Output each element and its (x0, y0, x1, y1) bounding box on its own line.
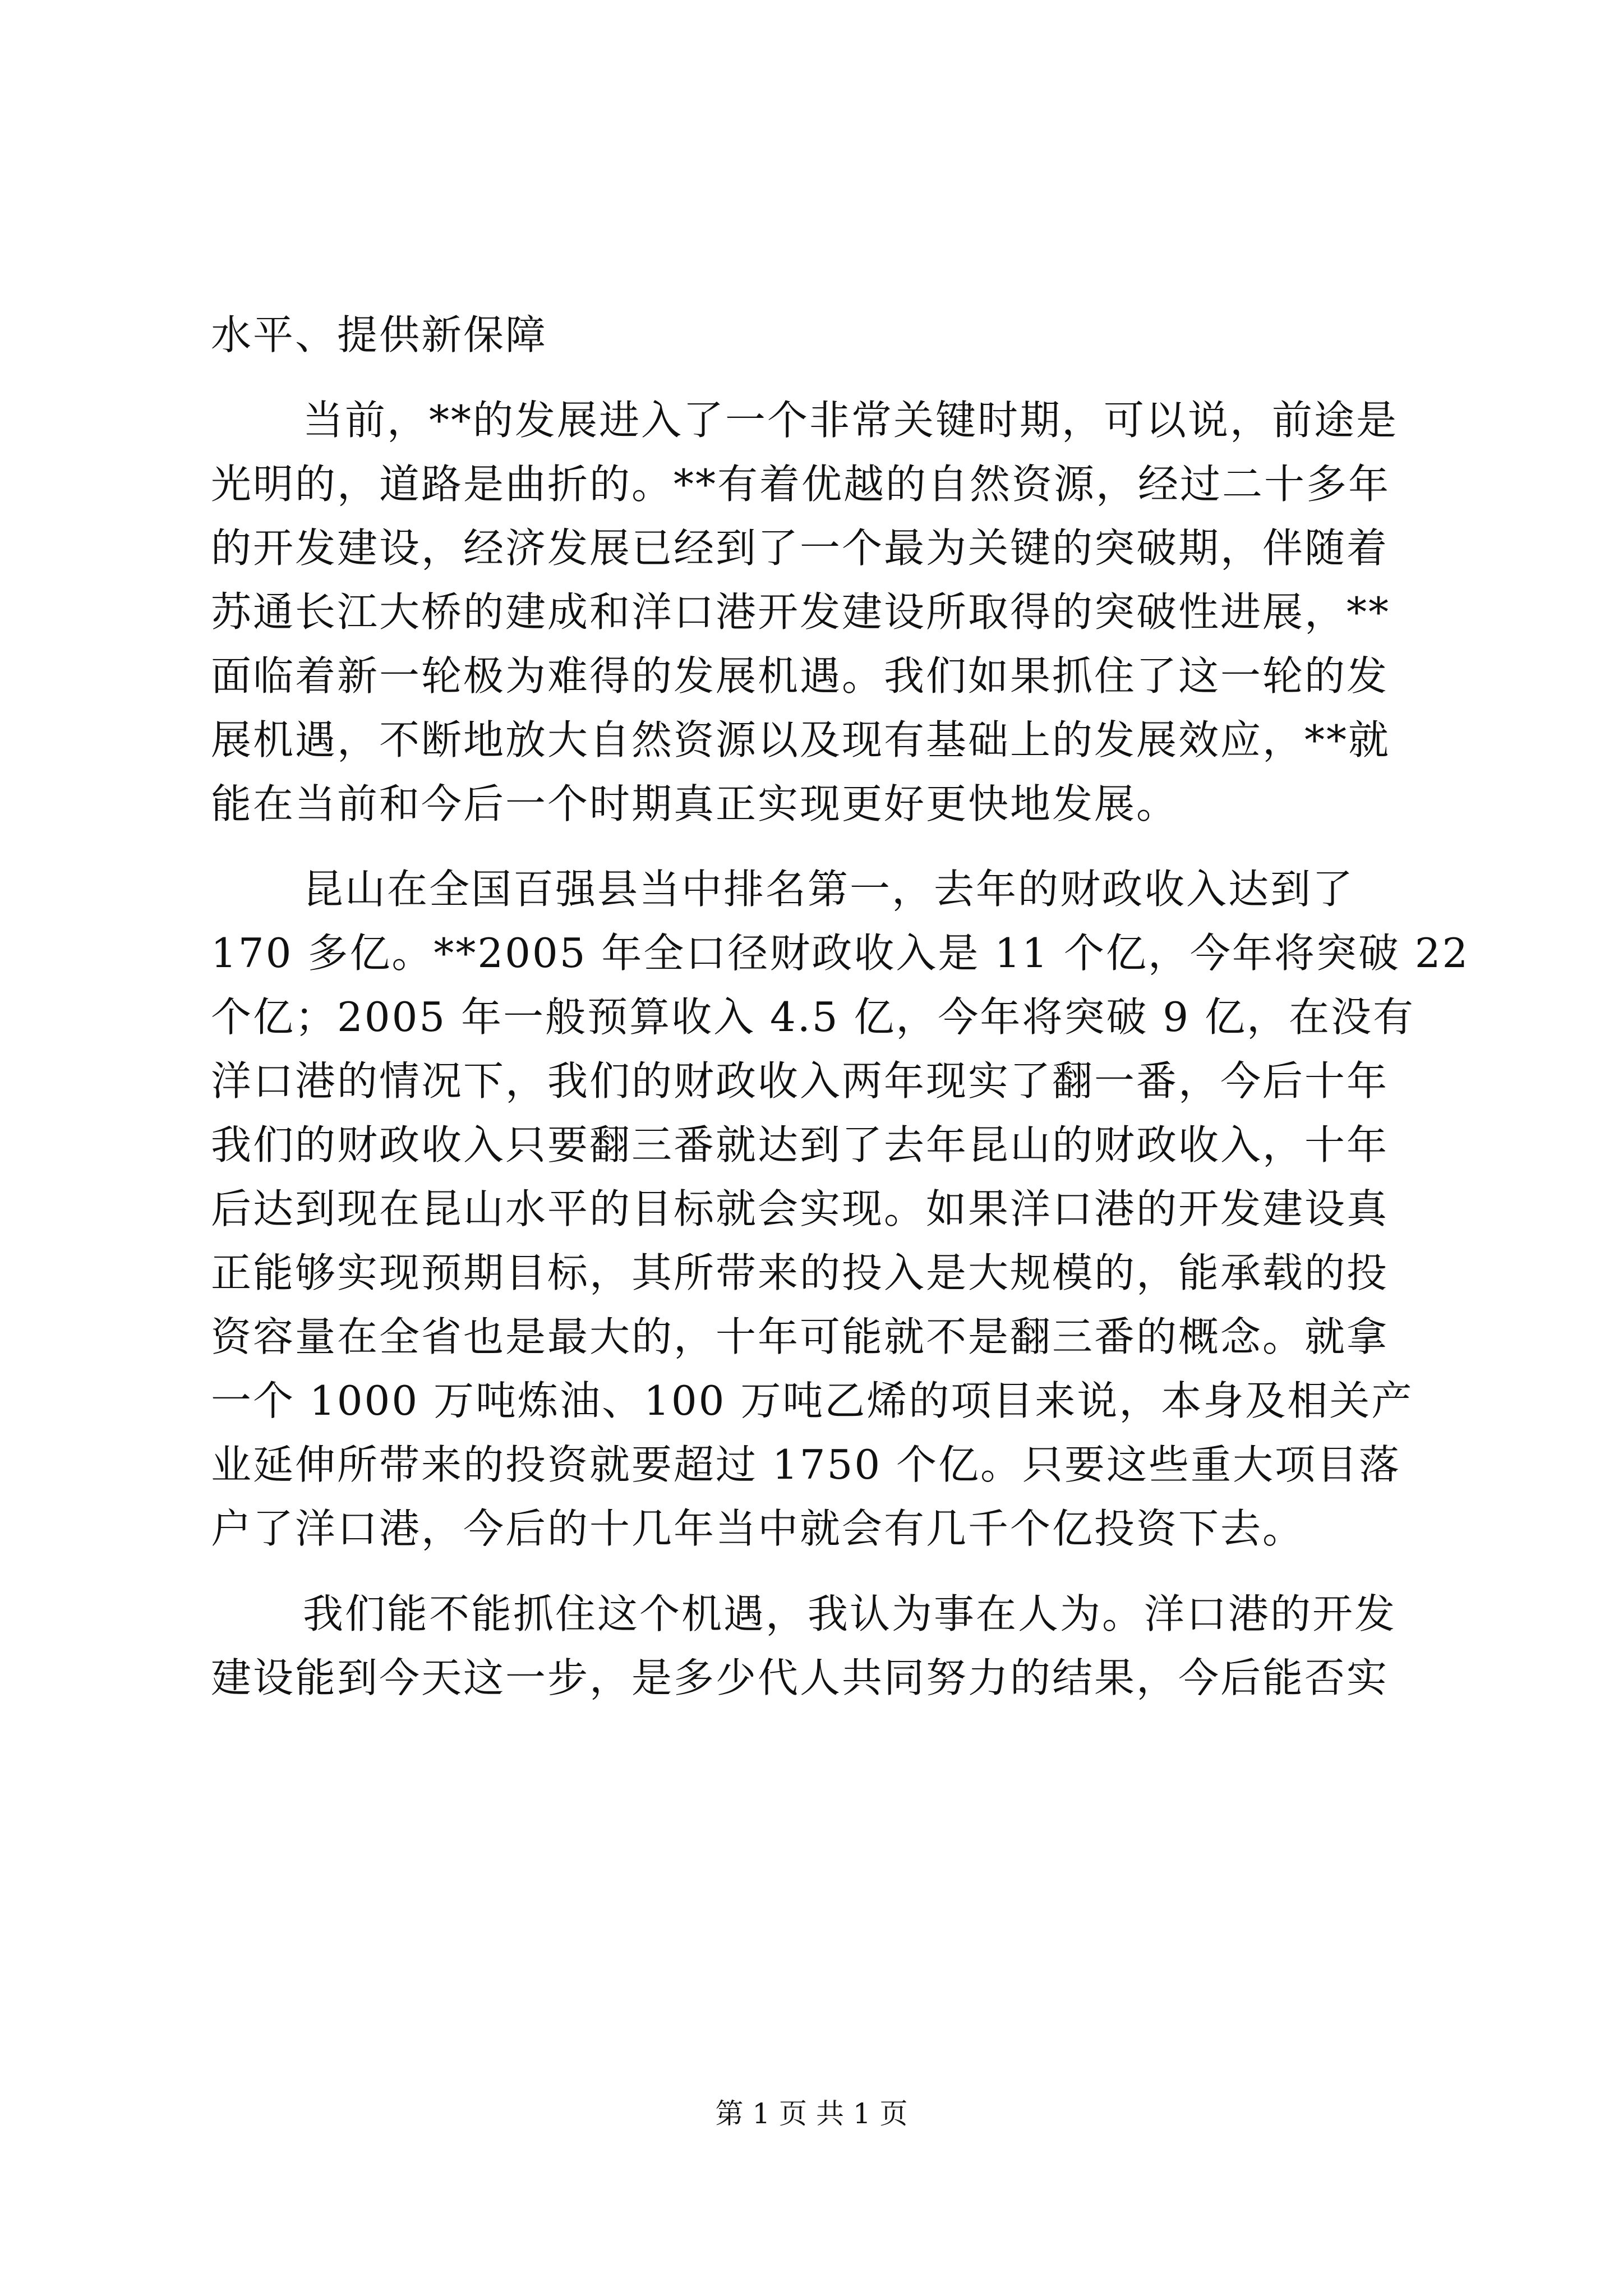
paragraph-3 (211, 1582, 1428, 1710)
paragraph-line: 展机遇，不断地放大自然资源以及现有基础上的发展效应，**就 (211, 716, 1391, 763)
paragraph-line: 我们能不能抓住这个机遇，我认为事在人为。洋口港的开发 (303, 1590, 1397, 1637)
paragraph-spacer (211, 1561, 1428, 1582)
paragraph-line: 资容量在全省也是最大的，十年可能就不是翻三番的概念。就拿 (211, 1313, 1389, 1360)
paragraph-spacer (211, 367, 1428, 388)
paragraph-line: 建设能到今天这一步，是多少代人共同努力的结果，今后能否实 (211, 1654, 1389, 1701)
paragraph-line: 户了洋口港，今后的十几年当中就会有几千个亿投资下去。 (211, 1505, 1305, 1552)
paragraph-line: 能在当前和今后一个时期真正实现更好更快地发展。 (211, 780, 1179, 827)
paragraph-1 (211, 388, 1428, 836)
paragraph-2 (211, 857, 1470, 1561)
paragraph-line: 光明的，道路是曲折的。**有着优越的自然资源，经过二十多年 (211, 461, 1391, 508)
paragraph-line: 正能够实现预期目标，其所带来的投入是大规模的，能承载的投 (211, 1249, 1389, 1296)
paragraph-line: 我们的财政收入只要翻三番就达到了去年昆山的财政收入，十年 (211, 1121, 1389, 1168)
paragraph-line: 苏通长江大桥的建成和洋口港开发建设所取得的突破性进展，** (211, 588, 1391, 636)
paragraph-line: 一个 1000 万吨炼油、100 万吨乙烯的项目来说，本身及相关产 (211, 1377, 1414, 1424)
paragraph-line: 的开发建设，经济发展已经到了一个最为关键的突破期，伴随着 (211, 524, 1389, 572)
paragraph-line: 个亿；2005 年一般预算收入 4.5 亿，今年将突破 9 亿，在没有 (211, 993, 1415, 1041)
paragraph-line: 洋口港的情况下，我们的财政收入两年现实了翻一番，今后十年 (211, 1057, 1389, 1105)
paragraph-spacer (211, 836, 1428, 857)
paragraph-line: 170 多亿。**2005 年全口径财政收入是 11 个亿，今年将突破 22 (211, 930, 1470, 977)
paragraph-line: 面临着新一轮极为难得的发展机遇。我们如果抓住了这一轮的发 (211, 652, 1389, 700)
paragraph-line: 昆山在全国百强县当中排名第一，去年的财政收入达到了 (303, 866, 1355, 913)
paragraph-line: 业延伸所带来的投资就要超过 1750 个亿。只要这些重大项目落 (211, 1441, 1401, 1488)
document-body (211, 303, 1470, 1710)
paragraph-line: 后达到现在昆山水平的目标就会实现。如果洋口港的开发建设真 (211, 1185, 1389, 1232)
paragraph-line: 当前，**的发展进入了一个非常关键时期，可以说，前途是 (303, 397, 1399, 444)
heading-tail: 水平、提供新保障 (211, 311, 548, 358)
page-footer: 第 1 页 共 1 页 (715, 2097, 908, 2130)
